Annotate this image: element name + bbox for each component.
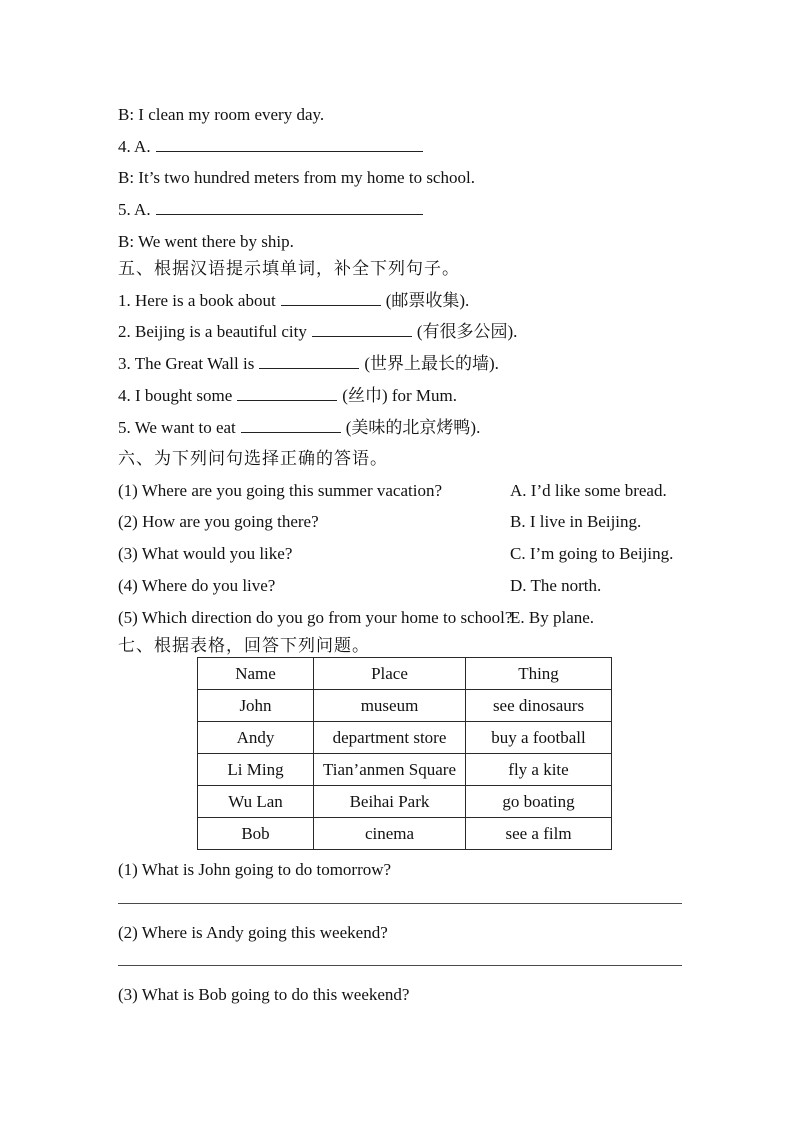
dialogue-line — [118, 99, 684, 131]
fill-in-before: 1. Here is a book about — [118, 290, 276, 310]
fill-in-after: (丝巾) for Mum. — [342, 385, 458, 405]
cell-thing: buy a football — [466, 722, 612, 754]
section6-heading: 六、为下列问句选择正确的答语。 — [118, 449, 388, 468]
match-answer: A. I’d like some bread. — [510, 480, 667, 500]
match-question: (2) How are you going there? — [118, 512, 319, 532]
cell-name: John — [198, 690, 314, 722]
fill-in-item — [118, 380, 684, 412]
activity-table-wrap — [197, 657, 612, 850]
match-question: (1) Where are you going this summer vacation? — [118, 480, 442, 500]
table-row — [198, 722, 612, 754]
fill-in-item — [118, 348, 684, 380]
fill-in-item — [118, 412, 684, 444]
match-answer: D. The north. — [510, 575, 602, 595]
section7-heading: 七、根据表格，回答下列问题。 — [118, 636, 370, 655]
match-pair — [118, 475, 684, 507]
fill-in-after: (邮票收集). — [385, 290, 470, 310]
table-header-row — [198, 658, 612, 690]
dialogue-line-with-blank — [118, 194, 684, 226]
table-header-thing: Thing — [466, 658, 612, 690]
fill-in-before: 2. Beijing is a beautiful city — [118, 322, 307, 342]
section5-heading: 五、根据汉语提示填单词，补全下列句子。 — [118, 259, 460, 278]
fill-in-after: (有很多公园). — [416, 322, 518, 342]
table-header-name: Name — [198, 658, 314, 690]
fill-in-blank — [237, 384, 337, 401]
fill-in-before: 4. I bought some — [118, 385, 233, 405]
match-question: (4) Where do you live? — [118, 575, 276, 595]
answer-blank-line — [118, 903, 682, 904]
cell-thing: see a film — [466, 818, 612, 850]
dialogue-line-with-blank — [118, 131, 684, 163]
cell-name: Bob — [198, 818, 314, 850]
dialogue-text: B: I clean my room every day. — [118, 105, 325, 124]
table-row — [198, 754, 612, 786]
match-question: (3) What would you like? — [118, 544, 293, 564]
dialogue-text: B: It’s two hundred meters from my home to school. — [118, 168, 475, 188]
cell-place: Beihai Park — [314, 786, 466, 818]
cell-place: cinema — [314, 818, 466, 850]
section-matching — [118, 443, 684, 633]
fill-in-item — [118, 316, 684, 348]
table-row — [198, 818, 612, 850]
fill-in-blank — [241, 415, 341, 432]
activity-table — [197, 657, 612, 850]
dialogue-text: 5. A. — [118, 200, 151, 220]
cell-thing: see dinosaurs — [466, 690, 612, 722]
table-row — [198, 786, 612, 818]
cell-thing: go boating — [466, 786, 612, 818]
answer-blank — [156, 135, 423, 152]
cell-place: department store — [314, 722, 466, 754]
cell-name: Li Ming — [198, 754, 314, 786]
match-pair — [118, 506, 684, 538]
fill-in-before: 5. We want to eat — [118, 417, 236, 437]
fill-in-after: (世界上最长的墙). — [364, 354, 499, 374]
answer-blank — [156, 198, 423, 215]
open-questions-block — [118, 854, 682, 1011]
fill-in-item — [118, 285, 684, 317]
cell-thing: fly a kite — [466, 754, 612, 786]
dialogue-text: B: We went there by ship. — [118, 231, 294, 251]
fill-in-after: (美味的北京烤鸭). — [345, 417, 481, 437]
answer-blank-line — [118, 965, 682, 966]
open-question: (2) Where is Andy going this weekend? — [118, 922, 388, 942]
cell-name: Andy — [198, 722, 314, 754]
fill-in-blank — [259, 352, 359, 369]
cell-name: Wu Lan — [198, 786, 314, 818]
table-row — [198, 690, 612, 722]
fill-in-blank — [281, 289, 381, 306]
dialogue-line — [118, 162, 684, 194]
match-question: (5) Which direction do you go from your home to school? — [118, 607, 513, 627]
section-dialogue-completion — [118, 99, 684, 258]
table-header-place: Place — [314, 658, 466, 690]
cell-place: museum — [314, 690, 466, 722]
open-question: (1) What is John going to do tomorrow? — [118, 860, 392, 879]
fill-in-before: 3. The Great Wall is — [118, 354, 255, 374]
section-fill-in-words — [118, 253, 684, 443]
cell-place: Tian’anmen Square — [314, 754, 466, 786]
match-pair — [118, 538, 684, 570]
match-answer: C. I’m going to Beijing. — [510, 544, 674, 564]
match-pair — [118, 570, 684, 602]
match-pair — [118, 602, 684, 634]
match-answer: E. By plane. — [510, 607, 595, 627]
fill-in-blank — [312, 320, 412, 337]
match-answer: B. I live in Beijing. — [510, 512, 642, 532]
open-question: (3) What is Bob going to do this weekend? — [118, 985, 410, 1005]
dialogue-text: 4. A. — [118, 136, 151, 156]
